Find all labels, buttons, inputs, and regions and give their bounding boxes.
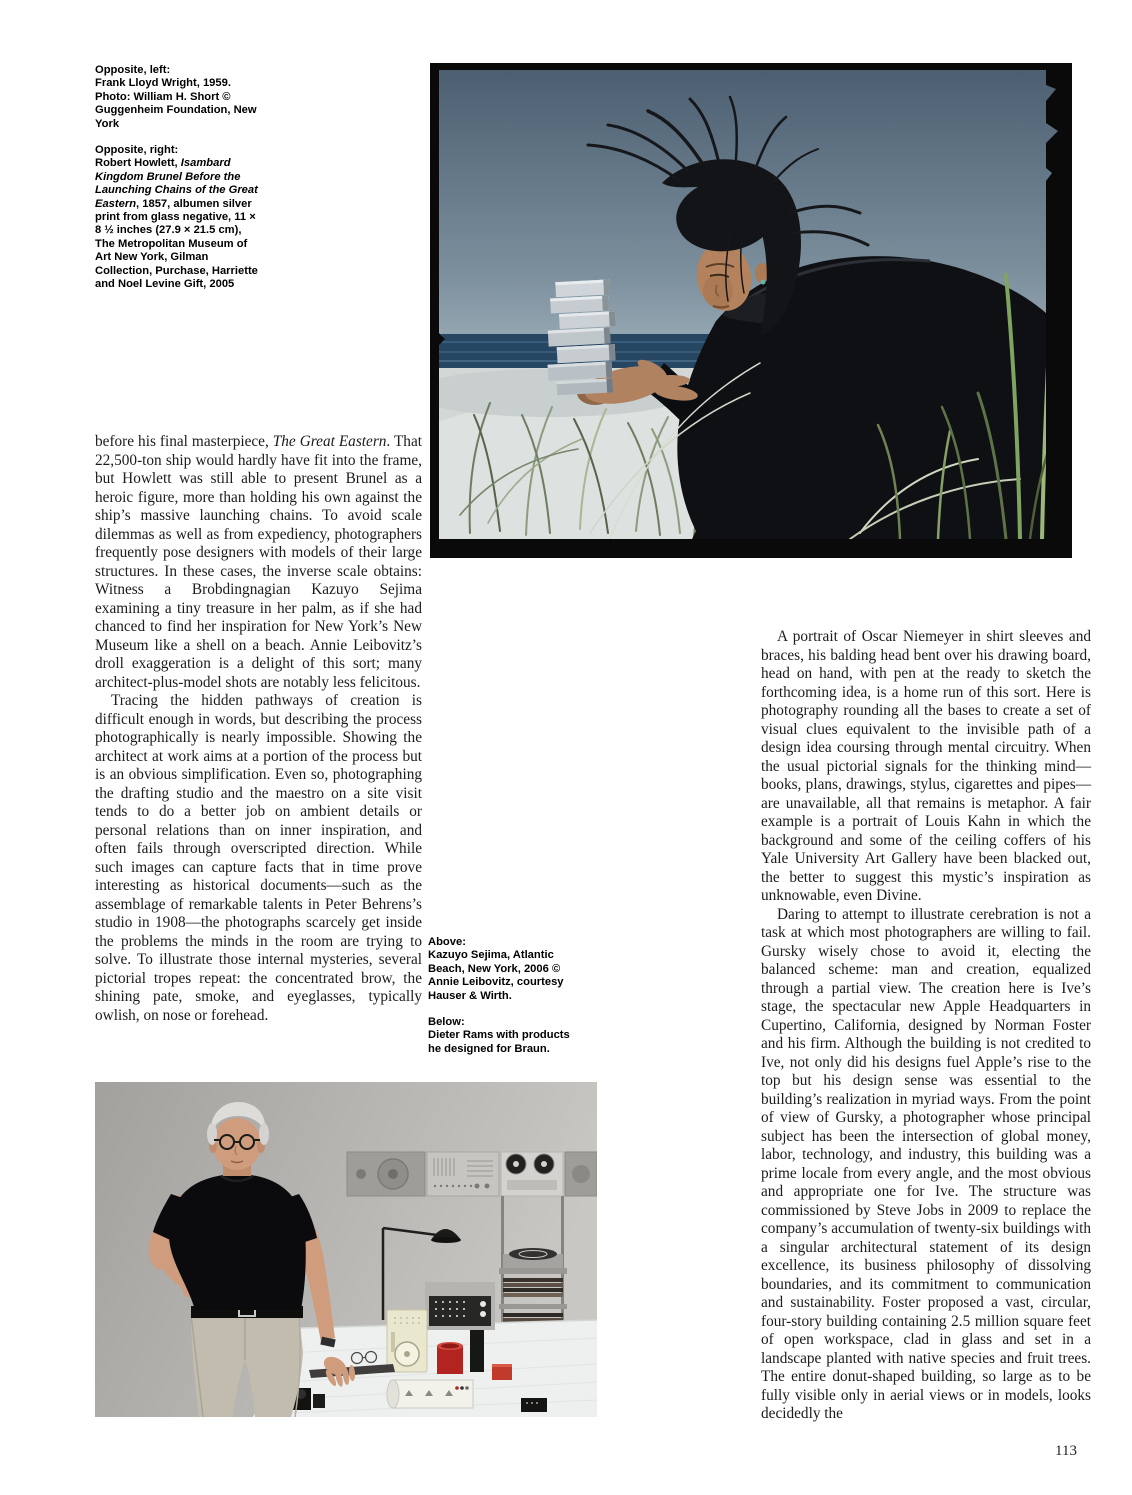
caption-text-italic: Isambard Kingdom Brunel Before the Launching Chains of the Great Eastern <box>95 157 258 210</box>
article-right-column <box>761 628 1091 1424</box>
black-device <box>521 1398 547 1412</box>
caption-heading: Opposite, right: <box>95 144 179 157</box>
caption-opposite-left <box>95 64 258 131</box>
caption-text: Kazuyo Sejima, Atlantic Beach, New York, 2006 © Annie Leibovitz, courtesy Hauser & Wirth. <box>428 949 564 1002</box>
caption-text-post: , 1857, albumen silver print from glass negative, 11 × 8 ½ inches (27.9 × 21.5 cm), The Metropolitan Museum of Art New York, Gilman Collection, Purchase, Harriette and Noel Levine Gift, 2005 <box>95 197 258 291</box>
caption-text-pre: Robert Howlett, <box>95 157 181 170</box>
earring <box>761 280 766 285</box>
caption-above <box>428 936 580 1003</box>
body-text-italic: The Great Eastern <box>272 433 387 450</box>
caption-text: Frank Lloyd Wright, 1959. Photo: William H. Short © Guggenheim Foundation, New York <box>95 77 257 130</box>
caption-below <box>428 1016 580 1056</box>
paragraph-left-1 <box>95 433 422 692</box>
red-canister <box>437 1342 463 1374</box>
body-text-post: . That 22,500-ton ship would hardly have fit into the frame, but Howlett was still able to present Brunel as a heroic figure, more than holding his own against the ship’s massive launching chains. To avoid scale dilemmas as well as from expediency, photographers frequently pose designers with models of their large structures. In these cases, the inverse scale obtains: Witness a Brobdingnagian Kazuyo Sejima examining a tiny treasure in her palm, as if she had chanced to find her inspiration for New York’s New Museum like a shell on a beach. Annie Leibovitz’s droll exaggeration is a delight of this sort; many architect-plus-model shots are notably less felicitous. <box>95 433 422 691</box>
black-slab <box>470 1330 484 1372</box>
paragraph-right-1: A portrait of Oscar Niemeyer in shirt sleeves and braces, his balding head bent over his drawing board, head on hand, with pen at the ready to sketch the forthcoming idea, is a home run of this sort. Here is photography rounding all the bases to create a set of visual clues equivalent to the invisible path of a design idea coursing through mental circuitry. When the usual pictorial signals for the thinking mind—books, plans, drawings, stylus, cigarettes and pipes—are unavailable, all that remains is metaphor. A fair example is a portrait of Louis Kahn in which the background and some of the ceiling coffers of his Yale University Art Gallery have been blacked out, the better to suggest this mystic’s inspiration as unknowable, even Divine. <box>761 628 1091 904</box>
caption-heading: Below: <box>428 1016 465 1029</box>
caption-text <box>95 157 258 291</box>
paragraph-left-2: Tracing the hidden pathways of creation is difficult enough in words, but describing the process photographically is nearly impossible. Showing the architect at work aims at a portion of the process but is an obvious simplification. Even so, photographing the drafting studio and the maestro on a site visit tends to do a better job on ambient details or personal relations than on inner inspiration, and often fails through overscripted direction. While such images can capture facts that in time prove interesting as historical documents—such as the assemblage of remarkable talents in Peter Behrens’s studio in 1908—the photographs scarcely get inside the problems the minds in the room are trying to solve. To illustrate those internal mysteries, several pictorial tropes repeat: the concentrated brow, the shining pate, smoke, and eyeglasses, typically owlish, on nose or forehead. <box>95 692 422 1024</box>
caption-heading: Opposite, left: <box>95 64 171 76</box>
page-number: 113 <box>1055 1443 1077 1459</box>
article-left-column <box>95 433 422 1025</box>
caption-heading: Above: <box>428 936 466 948</box>
caption-opposite-right <box>95 144 258 291</box>
paper-roll-device <box>387 1380 473 1408</box>
sejima-photo-illustration <box>430 63 1072 558</box>
photo-sejima <box>430 63 1072 558</box>
rams-photo-illustration <box>95 1082 597 1417</box>
photo-rams <box>95 1082 597 1417</box>
caption-text: Dieter Rams with products he designed for Braun. <box>428 1029 570 1055</box>
body-text-pre: before his final masterpiece, <box>95 433 273 450</box>
paragraph-right-2: Daring to attempt to illustrate cerebration is not a task at which most photographers are willing to fail. Gursky wisely chose to avoid it, electing the balanced scheme: man and creation, equalized through a partial view. The creation here is Ive’s stage, the spectacular new Apple Headquarters in Cupertino, California, designed by Norman Foster and his firm. Although the building is not credited to Ive, not only did his designs fuel Apple’s rise to the top but his design sense was essential to the building’s realization in myriad ways. From the point of view of Gursky, a photographer whose principal subject has been the intersection of global money, labor, technology, and industry, this building was a prime locale from every angle, and the most obvious and appropriate one for Ive. The structure was commissioned by Steve Jobs in 2009 to replace the company’s accumulation of twenty-six buildings with a singular architectural statement of its design excellence, its business philosophy of dissolving boundaries, and its commitment to communication and sustainability. Foster proposed a vast, circular, four-story building containing 2.5 million square feet of open workspace, clad in glass and set in a landscape planted with native species and fruit trees. The entire donut-shaped building, so large as to be fully visible only in aerial views or in models, looks decidedly the <box>761 905 1091 1422</box>
caption-column-top-left <box>95 64 258 305</box>
caption-column-middle <box>428 936 580 1069</box>
